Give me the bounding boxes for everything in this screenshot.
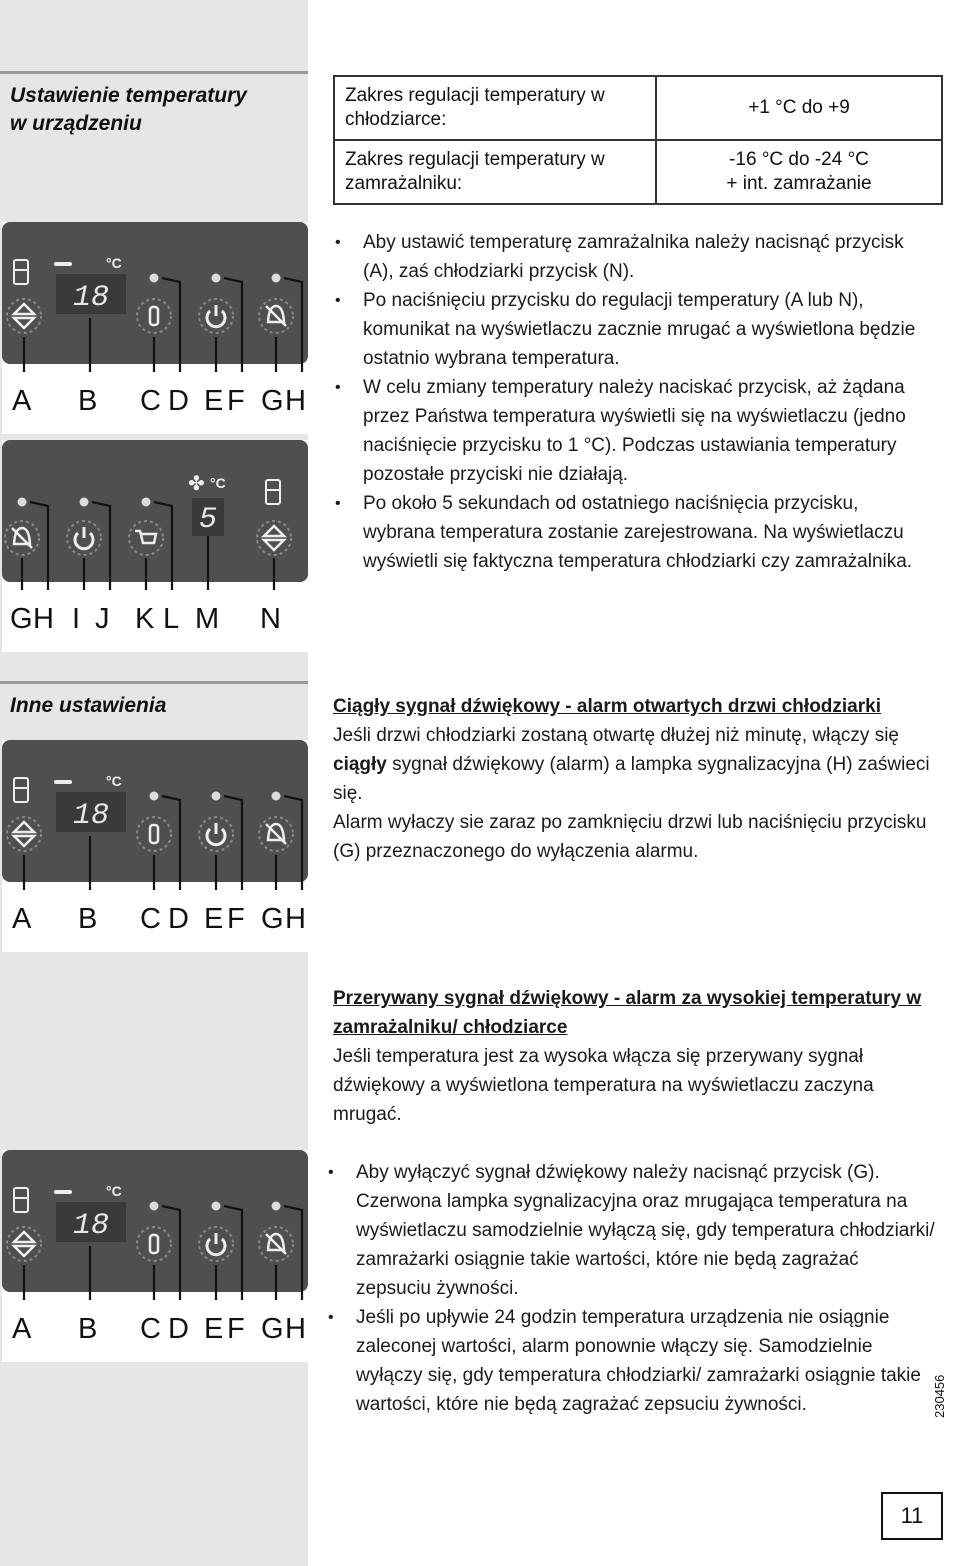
panel-label-c: C [140,1313,161,1345]
panel-label-c: C [140,903,161,935]
text-run: Jeśli drzwi chłodziarki zostaną otwartę dłużej niż minutę, włączy się [333,725,900,746]
display-digits: 18 [72,1209,110,1243]
display-digits: 5 [198,503,218,537]
panel-label-b: B [78,385,98,417]
panel-label-a: A [12,385,32,417]
fan-icon: ✤ [188,471,205,495]
section-rule [0,681,308,684]
panel-label-g: G [261,385,284,417]
indicator-led [150,274,159,283]
minus-sign [54,1190,72,1194]
panel-label-b: B [78,1313,98,1345]
title-line: w urządzeniu [10,112,142,135]
panel-label-f: F [227,385,245,417]
panel-label-b: B [78,903,98,935]
panel-label-g: G [261,903,284,935]
panel-label-n: N [260,603,281,635]
panel-label-e: E [204,903,224,935]
panel-label-i: I [72,603,81,635]
panel-label-e: E [204,1313,224,1345]
list-item: • Aby ustawić temperaturę zamrażalnika należy nacisnąć przycisk (A), zaś chłodziarki przycisk (N). [333,228,933,286]
panel-label-l: L [163,603,180,635]
table-cell-value [656,140,942,204]
table-row [334,76,942,140]
page-number: 11 [881,1492,943,1540]
title-line: Ustawienie temperatury [10,84,247,107]
table-cell-label: Zakres regulacji temperatury w chłodziarce: [334,76,656,140]
instructions-list [333,228,933,576]
alarm-door-block [333,692,933,866]
indicator-led [150,1202,159,1211]
panel-label-f: F [227,903,245,935]
section-rule [0,71,308,74]
panel-label-h: H [285,1313,306,1345]
panel-label-k: K [135,603,155,635]
alarm-body [333,721,933,808]
panel-graphic [2,222,308,434]
panel-label-h: H [285,903,306,935]
table-cell-value [656,76,942,140]
list-item: • W celu zmiany temperatury należy naciskać przycisk, aż żądana przez Państwa temperatura wyświetli się na wyświetlaczu (jedno naciśnięcie przycisku to 1 °C). Podczas ustawiania temperatury pozostałe przyciski nie działają. [333,373,933,489]
display-digits: 18 [72,799,110,833]
alarm-temp-block [333,984,933,1129]
panel-label-f: F [227,1313,245,1345]
panel-label-e: E [204,385,224,417]
panel-graphic [2,440,308,652]
unit-label: °C [210,475,226,491]
control-panel-freezer [2,740,308,952]
list-item: • Jeśli po upływie 24 godzin temperatura urządzenia nie osiągnie zaleconej wartości, alarm ponownie włączy się. Samodzielnie wyłączy się, gdy temperatura chłodziarki/ zamrażarki osiągnie takie wartości, które nie będą zagrażać zepsuciu żywności. [326,1303,936,1419]
unit-label: °C [106,1183,122,1199]
display-digits: 18 [72,281,110,315]
minus-sign [54,780,72,784]
panel-label-h: H [33,603,54,635]
doc-number-text: 230456 [932,1374,947,1418]
range-value-extra: + int. zamrażanie [726,173,872,194]
text-run: sygnał dźwiękowy (alarm) a lampka sygnalizacyjna (H) zaświeci się. [333,754,930,804]
list-item: • Aby wyłączyć sygnał dźwiękowy należy nacisnąć przycisk (G). Czerwona lampka sygnalizacyjna oraz mrugająca temperatura na wyświetlaczu samodzielnie wyłączą się, gdy temperatura chłodziarki/ zamrażarki osiągnie takie wartości, które nie będą zagrażać zepsuciu żywności. [326,1158,936,1303]
range-value: +1 °C do +9 [748,97,850,118]
section-title-temperature [10,82,247,138]
panel-label-g: G [10,603,33,635]
indicator-led [80,498,89,507]
alarm-body: Alarm wyłaczy sie zaraz po zamknięciu drzwi lub naciśnięciu przycisku (G) przeznaczonego do wyłączenia alarmu. [333,812,927,862]
panel-label-m: M [195,603,220,635]
table-row [334,140,942,204]
indicator-led [18,498,27,507]
list-item: • Po około 5 sekundach od ostatniego naciśnięcia przycisku, wybrana temperatura zostanie zarejestrowana. Na wyświetlaczu wyświetli się faktyczna temperatura chłodziarki czy zamrażalnika. [333,489,933,576]
alarm-instructions-list [326,1158,936,1419]
range-value: -16 °C do -24 °C [729,149,869,170]
indicator-led [212,274,221,283]
panel-label-d: D [168,903,189,935]
panel-label-j: J [95,603,110,635]
alarm-heading: Przerywany sygnał dźwiękowy - alarm za wysokiej temperatury w zamrażalniku/ chłodziarce [333,988,922,1038]
control-panel-freezer [2,1150,308,1362]
list-item: • Po naciśnięciu przycisku do regulacji temperatury (A lub N), komunikat na wyświetlaczu zacznie mrugać a wyświetlona będzie ostatnio wybrana temperatura. [333,286,933,373]
temperature-range-table [333,75,943,205]
section-title-other [10,692,166,720]
panel-label-c: C [140,385,161,417]
panel-label-h: H [285,385,306,417]
indicator-led [142,498,151,507]
panel-label-a: A [12,1313,32,1345]
panel-label-d: D [168,385,189,417]
minus-sign [54,262,72,266]
indicator-led [272,792,281,801]
control-panel-fridge [2,440,308,652]
indicator-led [272,1202,281,1211]
unit-label: °C [106,255,122,271]
panel-label-g: G [261,1313,284,1345]
indicator-led [212,792,221,801]
title-line: Inne ustawienia [10,694,167,717]
panel-label-a: A [12,903,32,935]
document-number [932,1375,947,1418]
table-cell-label: Zakres regulacji temperatury w zamrażalniku: [334,140,656,204]
text-run-bold: ciągły [333,754,387,775]
panel-graphic [2,1150,308,1362]
panel-graphic [2,740,308,952]
indicator-led [212,1202,221,1211]
panel-label-d: D [168,1313,189,1345]
control-panel-freezer [2,222,308,434]
unit-label: °C [106,773,122,789]
alarm-heading: Ciągły sygnał dźwiękowy - alarm otwartych drzwi chłodziarki [333,696,881,717]
alarm-body: Jeśli temperatura jest za wysoka włącza się przerywany sygnał dźwiękowy a wyświetlona temperatura na wyświetlaczu zaczyna mrugać. [333,1046,874,1125]
indicator-led [150,792,159,801]
indicator-led [272,274,281,283]
